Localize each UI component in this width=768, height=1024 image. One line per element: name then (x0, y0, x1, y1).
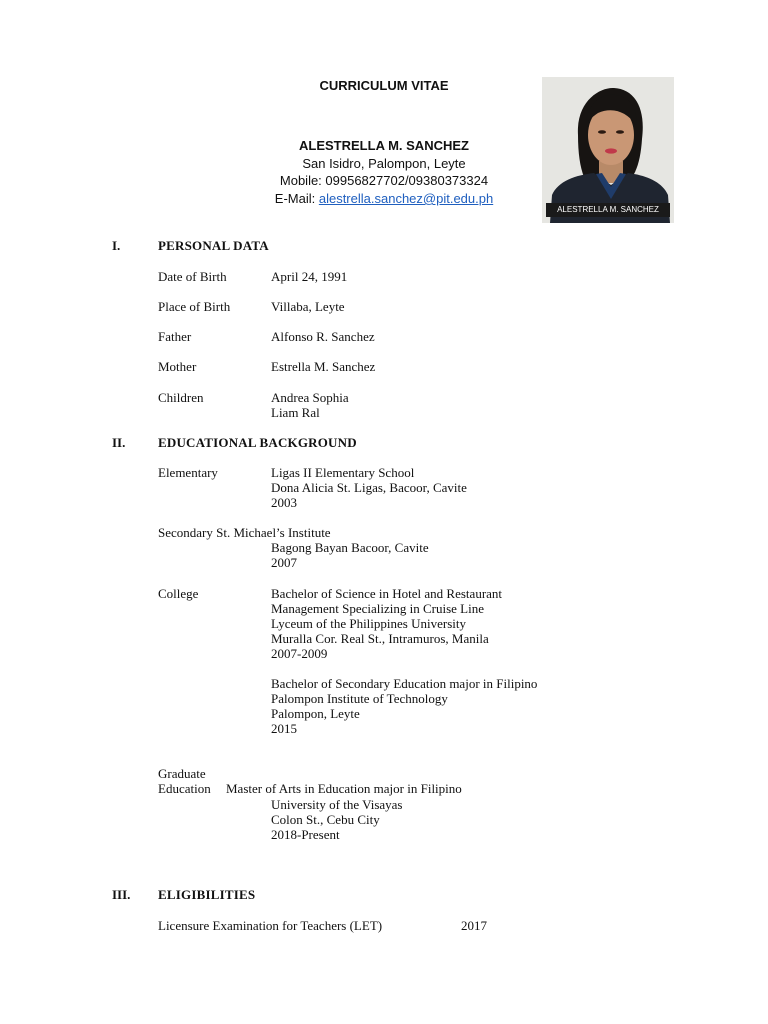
applicant-address: San Isidro, Palompon, Leyte (302, 156, 466, 171)
applicant-email-row (234, 190, 534, 207)
section-number-education: II. (112, 435, 126, 450)
college-line: Bachelor of Science in Hotel and Restaurant (271, 586, 503, 601)
education-label-college: College (158, 586, 199, 601)
field-label-father: Father (158, 329, 192, 344)
graduate-line: University of the Visayas (271, 797, 403, 812)
portrait-illustration (542, 77, 674, 223)
education-label-graduate: Graduate (158, 766, 206, 781)
section-number-personal: I. (112, 238, 121, 253)
field-value-mother: Estrella M. Sanchez (271, 359, 376, 374)
graduate-line: 2018-Present (271, 827, 340, 842)
applicant-photo (542, 77, 674, 223)
college-line: Lyceum of the Philippines University (271, 616, 466, 631)
college-line: Management Specializing in Cruise Line (271, 601, 484, 616)
field-label-date-of-birth: Date of Birth (158, 269, 227, 284)
applicant-mobile: Mobile: 09956827702/09380373324 (279, 173, 489, 188)
field-value-father: Alfonso R. Sanchez (271, 329, 375, 344)
field-value-child-1: Andrea Sophia (271, 390, 349, 405)
photo-caption: ALESTRELLA M. SANCHEZ (546, 203, 670, 217)
secondary-line: Bagong Bayan Bacoor, Cavite (271, 540, 429, 555)
field-value-child-2: Liam Ral (271, 405, 320, 420)
field-label-place-of-birth: Place of Birth (158, 299, 231, 314)
college-line: Bachelor of Secondary Education major in Filipino (271, 676, 538, 691)
field-value-place-of-birth: Villaba, Leyte (271, 299, 345, 314)
section-title-eligibilities: ELIGIBILITIES (158, 887, 256, 902)
section-title-personal: PERSONAL DATA (158, 238, 269, 253)
field-label-children: Children (158, 390, 204, 405)
graduate-line: Colon St., Cebu City (271, 812, 380, 827)
education-label-graduate-2: Education (158, 781, 211, 796)
college-line: Palompon Institute of Technology (271, 691, 448, 706)
elementary-line: Ligas II Elementary School (271, 465, 415, 480)
field-label-mother: Mother (158, 359, 197, 374)
eligibility-exam: Licensure Examination for Teachers (LET) (158, 918, 383, 933)
education-label-secondary: Secondary St. Michael’s Institute (158, 525, 331, 540)
email-label: E-Mail: (274, 191, 319, 206)
email-link[interactable]: alestrella.sanchez@pit.edu.ph (318, 191, 494, 206)
section-title-education: EDUCATIONAL BACKGROUND (158, 435, 357, 450)
college-line: Muralla Cor. Real St., Intramuros, Manila (271, 631, 489, 646)
college-line: 2007-2009 (271, 646, 328, 661)
section-number-eligibilities: III. (112, 887, 131, 902)
applicant-name: ALESTRELLA M. SANCHEZ (299, 138, 469, 153)
elementary-line: Dona Alicia St. Ligas, Bacoor, Cavite (271, 480, 467, 495)
elementary-line: 2003 (271, 495, 297, 510)
graduate-line: Master of Arts in Education major in Filipino (226, 781, 462, 796)
education-label-elementary: Elementary (158, 465, 218, 480)
eligibility-year: 2017 (461, 918, 487, 933)
college-line: 2015 (271, 721, 297, 736)
college-line: Palompon, Leyte (271, 706, 360, 721)
document-title: CURRICULUM VITAE (319, 78, 449, 93)
field-value-date-of-birth: April 24, 1991 (271, 269, 348, 284)
secondary-line: 2007 (271, 555, 297, 570)
